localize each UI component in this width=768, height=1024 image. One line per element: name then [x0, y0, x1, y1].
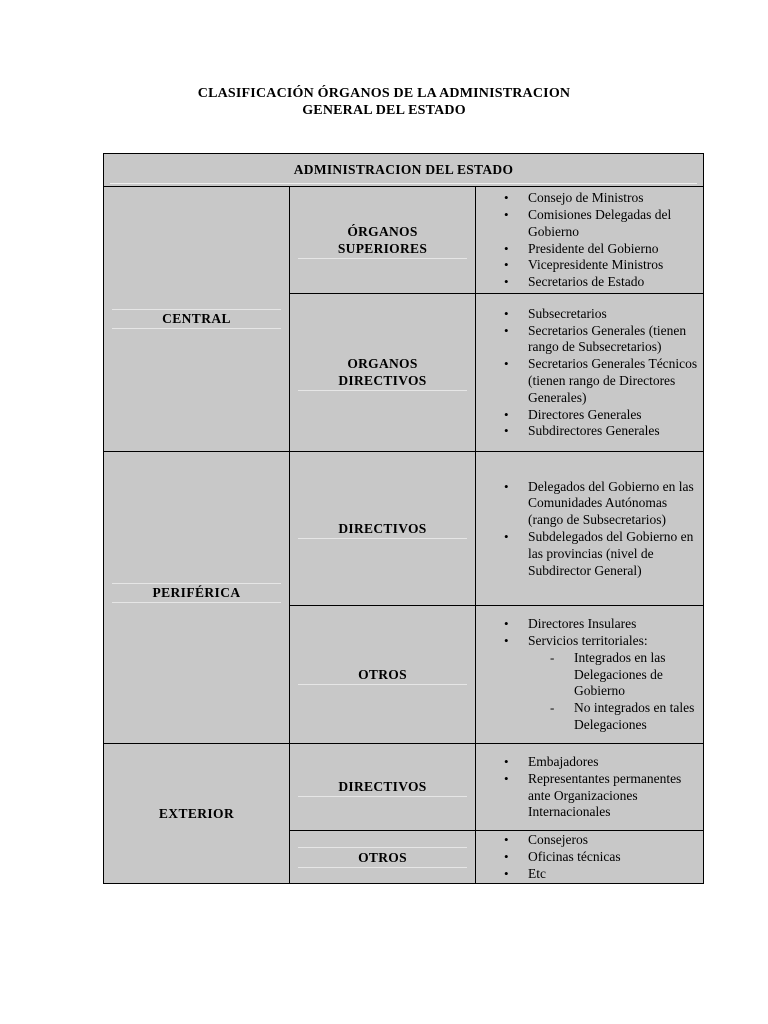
title-line-1: CLASIFICACIÓN ÓRGANOS DE LA ADMINISTRACION — [197, 86, 571, 101]
list-item: • Subdirectores Generales — [528, 423, 703, 440]
list-item: • Consejeros — [528, 832, 703, 849]
subcategory-directivos — [290, 452, 476, 606]
items-cell — [476, 831, 704, 884]
category-label: EXTERIOR — [158, 805, 235, 821]
subcategory-label: OTROS — [298, 665, 467, 685]
table-row — [104, 452, 704, 606]
list-item: • Directores Insulares — [528, 616, 703, 633]
list-item: • Directores Generales — [528, 407, 703, 424]
list-item: • Delegados del Gobierno en las Comunidades Autónomas (rango de Subsecretarios) — [528, 479, 703, 529]
subcategory-label: OTROS — [298, 847, 467, 868]
list-item: • Subsecretarios — [528, 306, 703, 323]
items-cell — [476, 187, 704, 294]
classification-table — [103, 153, 704, 884]
document-title — [0, 85, 768, 119]
table-row — [104, 744, 704, 831]
items-cell — [476, 744, 704, 831]
items-cell — [476, 606, 704, 744]
category-exterior — [104, 744, 290, 884]
list-item: • Oficinas técnicas — [528, 849, 703, 866]
subcategory-organos-superiores — [290, 187, 476, 294]
bullet-list — [476, 190, 703, 291]
subcategory-otros — [290, 831, 476, 884]
list-item: • Etc — [528, 866, 703, 883]
bullet-list — [476, 306, 703, 440]
subcategory-label-line-1: ORGANOS — [347, 356, 418, 371]
subcategory-label: DIRECTIVOS — [298, 777, 467, 797]
bullet-list — [476, 479, 703, 580]
subcategory-directivos — [290, 744, 476, 831]
list-item: • Embajadores — [528, 754, 703, 771]
list-item: • Comisiones Delegadas del Gobierno — [528, 207, 703, 241]
list-item: • Vicepresidente Ministros — [528, 257, 703, 274]
table-header-row — [104, 154, 704, 187]
list-item: • Secretarios Generales Técnicos (tienen rango de Directores Generales) — [528, 356, 703, 406]
list-item: • Representantes permanentes ante Organizaciones Internacionales — [528, 771, 703, 821]
subcategory-otros — [290, 606, 476, 744]
list-item: • Presidente del Gobierno — [528, 241, 703, 258]
bullet-list — [476, 754, 703, 821]
category-label: CENTRAL — [112, 309, 281, 329]
list-item — [528, 633, 703, 734]
subcategory-label — [298, 222, 467, 259]
list-item: • Secretarios de Estado — [528, 274, 703, 291]
table-row — [104, 187, 704, 294]
subcategory-label — [298, 354, 467, 391]
category-label: PERIFÉRICA — [112, 583, 281, 603]
dash-list — [528, 650, 703, 734]
category-periferica — [104, 452, 290, 744]
items-cell — [476, 294, 704, 452]
subcategory-label-line-1: ÓRGANOS — [347, 223, 418, 239]
bullet-list — [476, 832, 703, 882]
subcategory-label-line-2: DIRECTIVOS — [338, 373, 427, 388]
subcategory-organos-directivos — [290, 294, 476, 452]
table-header-cell — [104, 154, 704, 187]
list-item: - Integrados en las Delegaciones de Gobierno — [574, 650, 703, 700]
subcategory-label: DIRECTIVOS — [298, 519, 467, 539]
items-cell — [476, 452, 704, 606]
list-item: • Consejo de Ministros — [528, 190, 703, 207]
subcategory-label-line-2: SUPERIORES — [337, 240, 428, 256]
category-central — [104, 187, 290, 452]
list-item: • Secretarios Generales (tienen rango de Subsecretarios) — [528, 323, 703, 357]
title-line-2: GENERAL DEL ESTADO — [302, 103, 466, 118]
list-item: • Subdelegados del Gobierno en las provincias (nivel de Subdirector General) — [528, 529, 703, 579]
table-header-text: ADMINISTRACION DEL ESTADO — [110, 156, 697, 184]
bullet-list — [476, 616, 703, 734]
list-item: - No integrados en tales Delegaciones — [574, 700, 703, 734]
list-item-text: Servicios territoriales: — [528, 633, 648, 648]
